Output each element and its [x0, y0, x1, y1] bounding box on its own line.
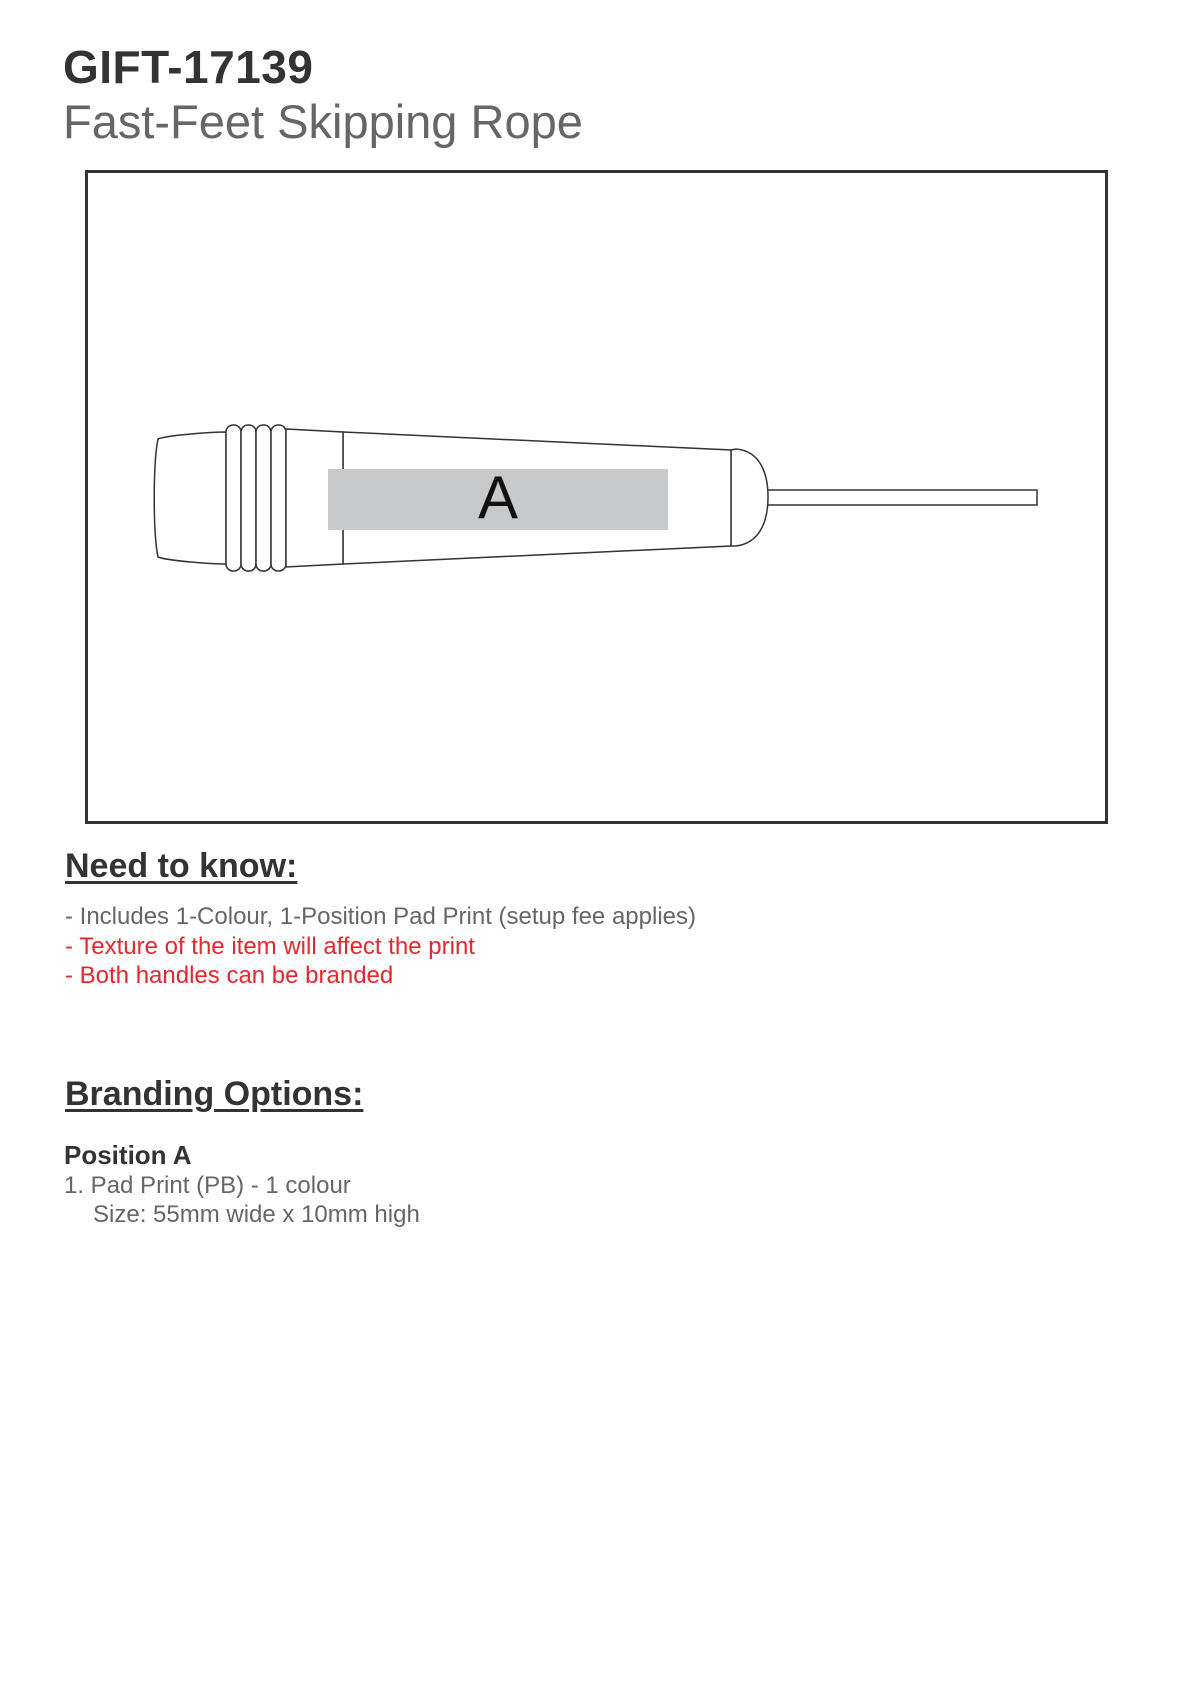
- list-item: - Texture of the item will affect the print: [65, 932, 475, 960]
- product-code: GIFT-17139: [63, 41, 314, 93]
- handle-ring: [256, 425, 271, 571]
- product-illustration-frame: [85, 170, 1108, 824]
- skipping-rope-handle-drawing: [88, 173, 1105, 821]
- handle-ring: [271, 425, 286, 571]
- rope: [764, 490, 1037, 505]
- product-name: Fast-Feet Skipping Rope: [63, 95, 583, 148]
- handle-butt: [154, 432, 226, 564]
- handle-end-cap: [731, 449, 768, 546]
- list-item: - Both handles can be branded: [65, 962, 394, 989]
- branding-option-size: Size: 55mm wide x 10mm high: [93, 1201, 420, 1228]
- branding-option-method: 1. Pad Print (PB) - 1 colour: [64, 1172, 351, 1199]
- need-to-know-list: [65, 902, 696, 991]
- need-to-know-heading: Need to know:: [65, 847, 298, 885]
- list-item: - Includes 1-Colour, 1-Position Pad Print (setup fee applies): [65, 903, 696, 930]
- branding-options-heading: Branding Options:: [65, 1075, 364, 1113]
- handle-ring: [226, 425, 241, 571]
- position-a-title: Position A: [64, 1140, 192, 1170]
- branding-position-label: A: [477, 464, 519, 531]
- handle-ring: [241, 425, 256, 571]
